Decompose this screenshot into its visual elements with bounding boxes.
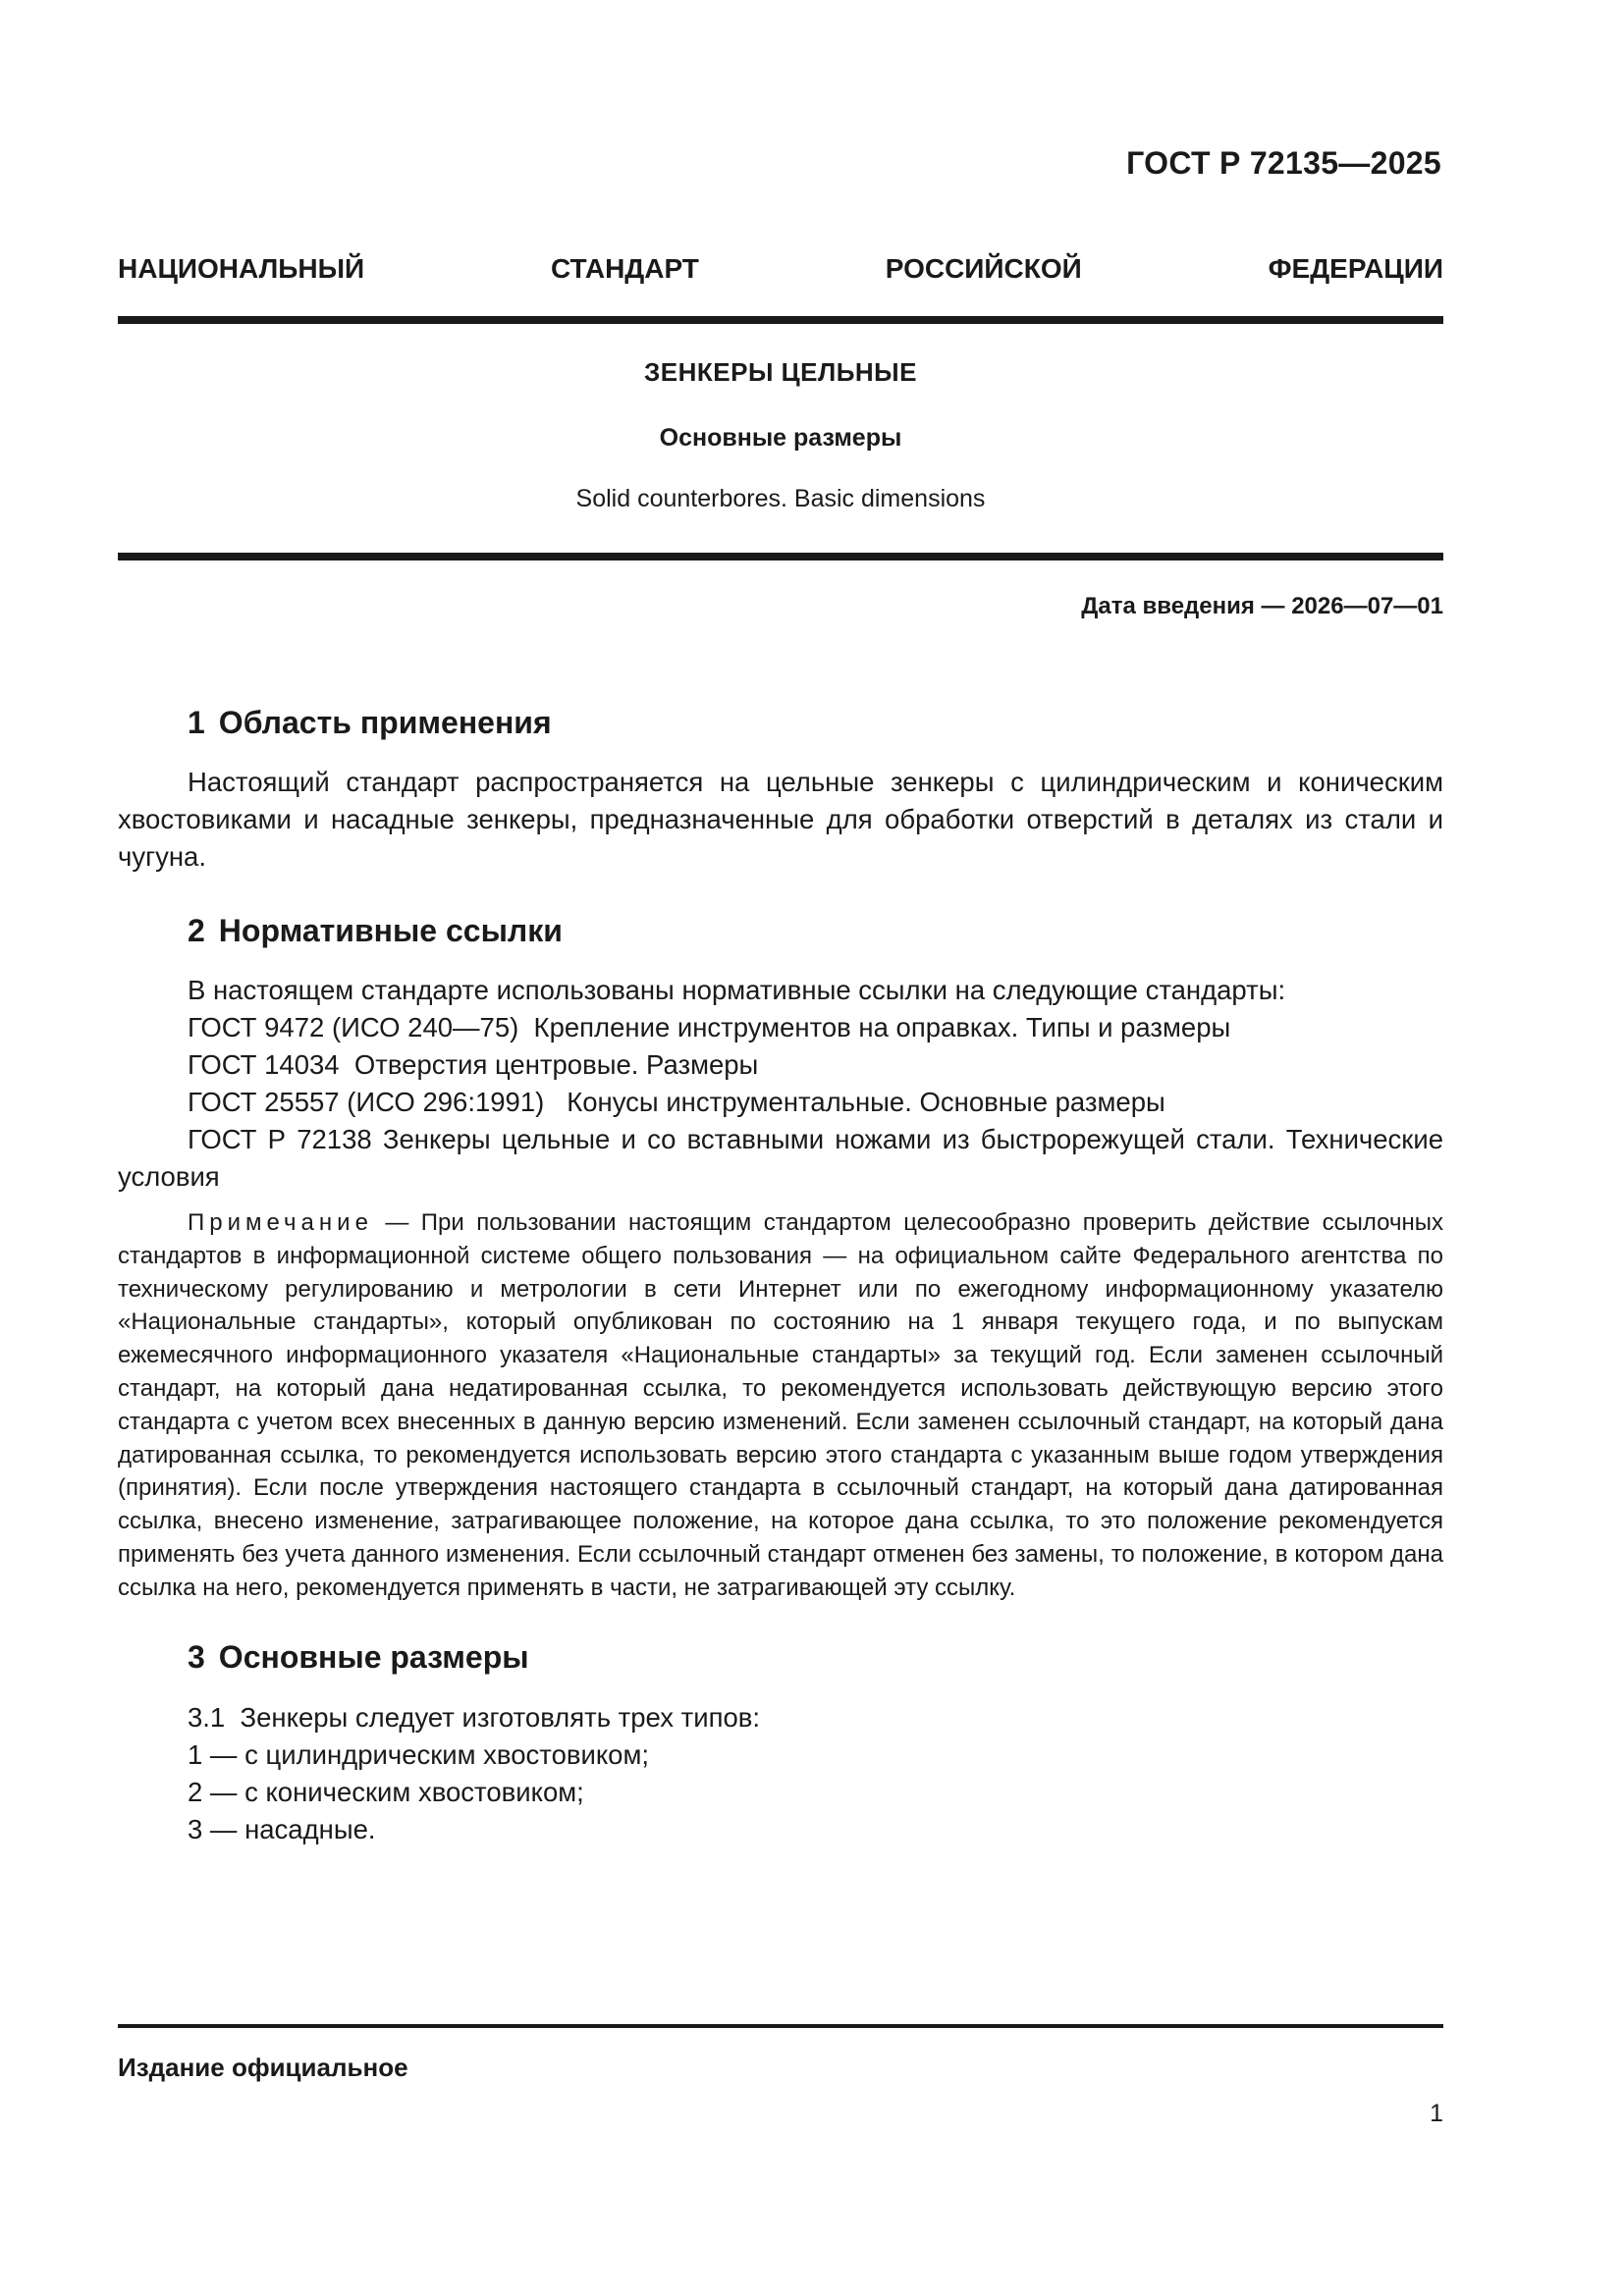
section-number: 3 <box>188 1639 205 1675</box>
page-number: 1 <box>1430 2100 1443 2127</box>
section-number: 2 <box>188 913 205 948</box>
english-title: Solid counterbores. Basic dimensions <box>575 485 986 512</box>
footer-rule <box>118 2024 1443 2028</box>
document-subtitle: Основные размеры <box>659 424 902 452</box>
type-item: 3 — насадные. <box>188 1814 376 1844</box>
top-rule <box>118 316 1443 324</box>
references-intro: В настоящем стандарте использованы нормативные ссылки на следующие стандарты: <box>188 975 1286 1005</box>
scope-text: Настоящий стандарт распространяется на цельные зенкеры с цилиндрическим и коническим хвостовиками и насадные зенкеры, предназначенные для обработки отверстий в деталях из стали и чугуна. <box>118 767 1443 872</box>
reference-item: ГОСТ 25557 (ИСО 296:1991) Конусы инструментальные. Основные размеры <box>188 1087 1165 1117</box>
reference-text: ГОСТ Р 72138 Зенкеры цельные и со вставными ножами из быстрорежущей стали. Технические условия <box>118 1124 1443 1192</box>
type-item: 1 — с цилиндрическим хвостовиком; <box>188 1739 650 1770</box>
type-item: 2 — с коническим хвостовиком; <box>188 1777 584 1807</box>
introduction-date: Дата введения — 2026—07—01 <box>1081 593 1443 619</box>
section-2-heading <box>188 913 563 949</box>
edition-label: Издание официальное <box>118 2053 408 2082</box>
note-text: — При пользовании настоящим стандартом целесообразно проверить действие ссылочных стандартов в информационной системе общего пользования — на официальном сайте Федерального агентства по техническому регулированию и метрологии в сети Интернет или по ежегодному информационному указателю «Национальные стандарты», который опубликован по состоянию на 1 января текущего года, и по выпускам ежемесячного информационного указателя «Национальные стандарты» за текущий год. Если заменен ссылочный стандарт, на который дана недатированная ссылка, то рекомендуется использовать действующую версию этого стандарта с учетом всех внесенных в данную версию изменений. Если заменен ссылочный стандарт, на который дана датированная ссылка, то рекомендуется использовать версию этого стандарта с указанным выше годом утверждения (принятия). Если после утверждения настоящего стандарта в ссылочный стандарт, на который дана датированная ссылка, внесено изменение, затрагивающее положение, на которое дана ссылка, то это положение рекомендуется применять без учета данного изменения. Если ссылочный стандарт отменен без замены, то положение, в котором дана ссылка на него, рекомендуется применять в части, не затрагивающей эту ссылку. <box>118 1209 1444 1601</box>
section-title: Основные размеры <box>218 1639 529 1675</box>
reference-item: ГОСТ 9472 (ИСО 240—75) Крепление инструментов на оправках. Типы и размеры <box>188 1012 1231 1042</box>
national-standard-banner: НАЦИОНАЛЬНЫЙ СТАНДАРТ РОССИЙСКОЙ ФЕДЕРАЦИИ <box>118 253 1443 284</box>
note-label: Примечание <box>188 1209 373 1236</box>
standard-code: ГОСТ Р 72135—2025 <box>1126 145 1441 181</box>
reference-item: ГОСТ 14034 Отверстия центровые. Размеры <box>188 1049 759 1080</box>
section-number: 1 <box>188 705 205 740</box>
types-intro: 3.1 Зенкеры следует изготовлять трех типов: <box>188 1702 761 1733</box>
title-rule <box>118 553 1443 561</box>
section-1-paragraph <box>118 764 1443 876</box>
section-1-heading <box>188 705 552 741</box>
section-3-heading <box>188 1639 529 1676</box>
section-title: Область применения <box>218 705 552 740</box>
document-title: ЗЕНКЕРЫ ЦЕЛЬНЫЕ <box>644 357 917 387</box>
note-block <box>118 1206 1443 1605</box>
reference-item-wrapped <box>118 1121 1443 1196</box>
section-title: Нормативные ссылки <box>218 913 563 948</box>
